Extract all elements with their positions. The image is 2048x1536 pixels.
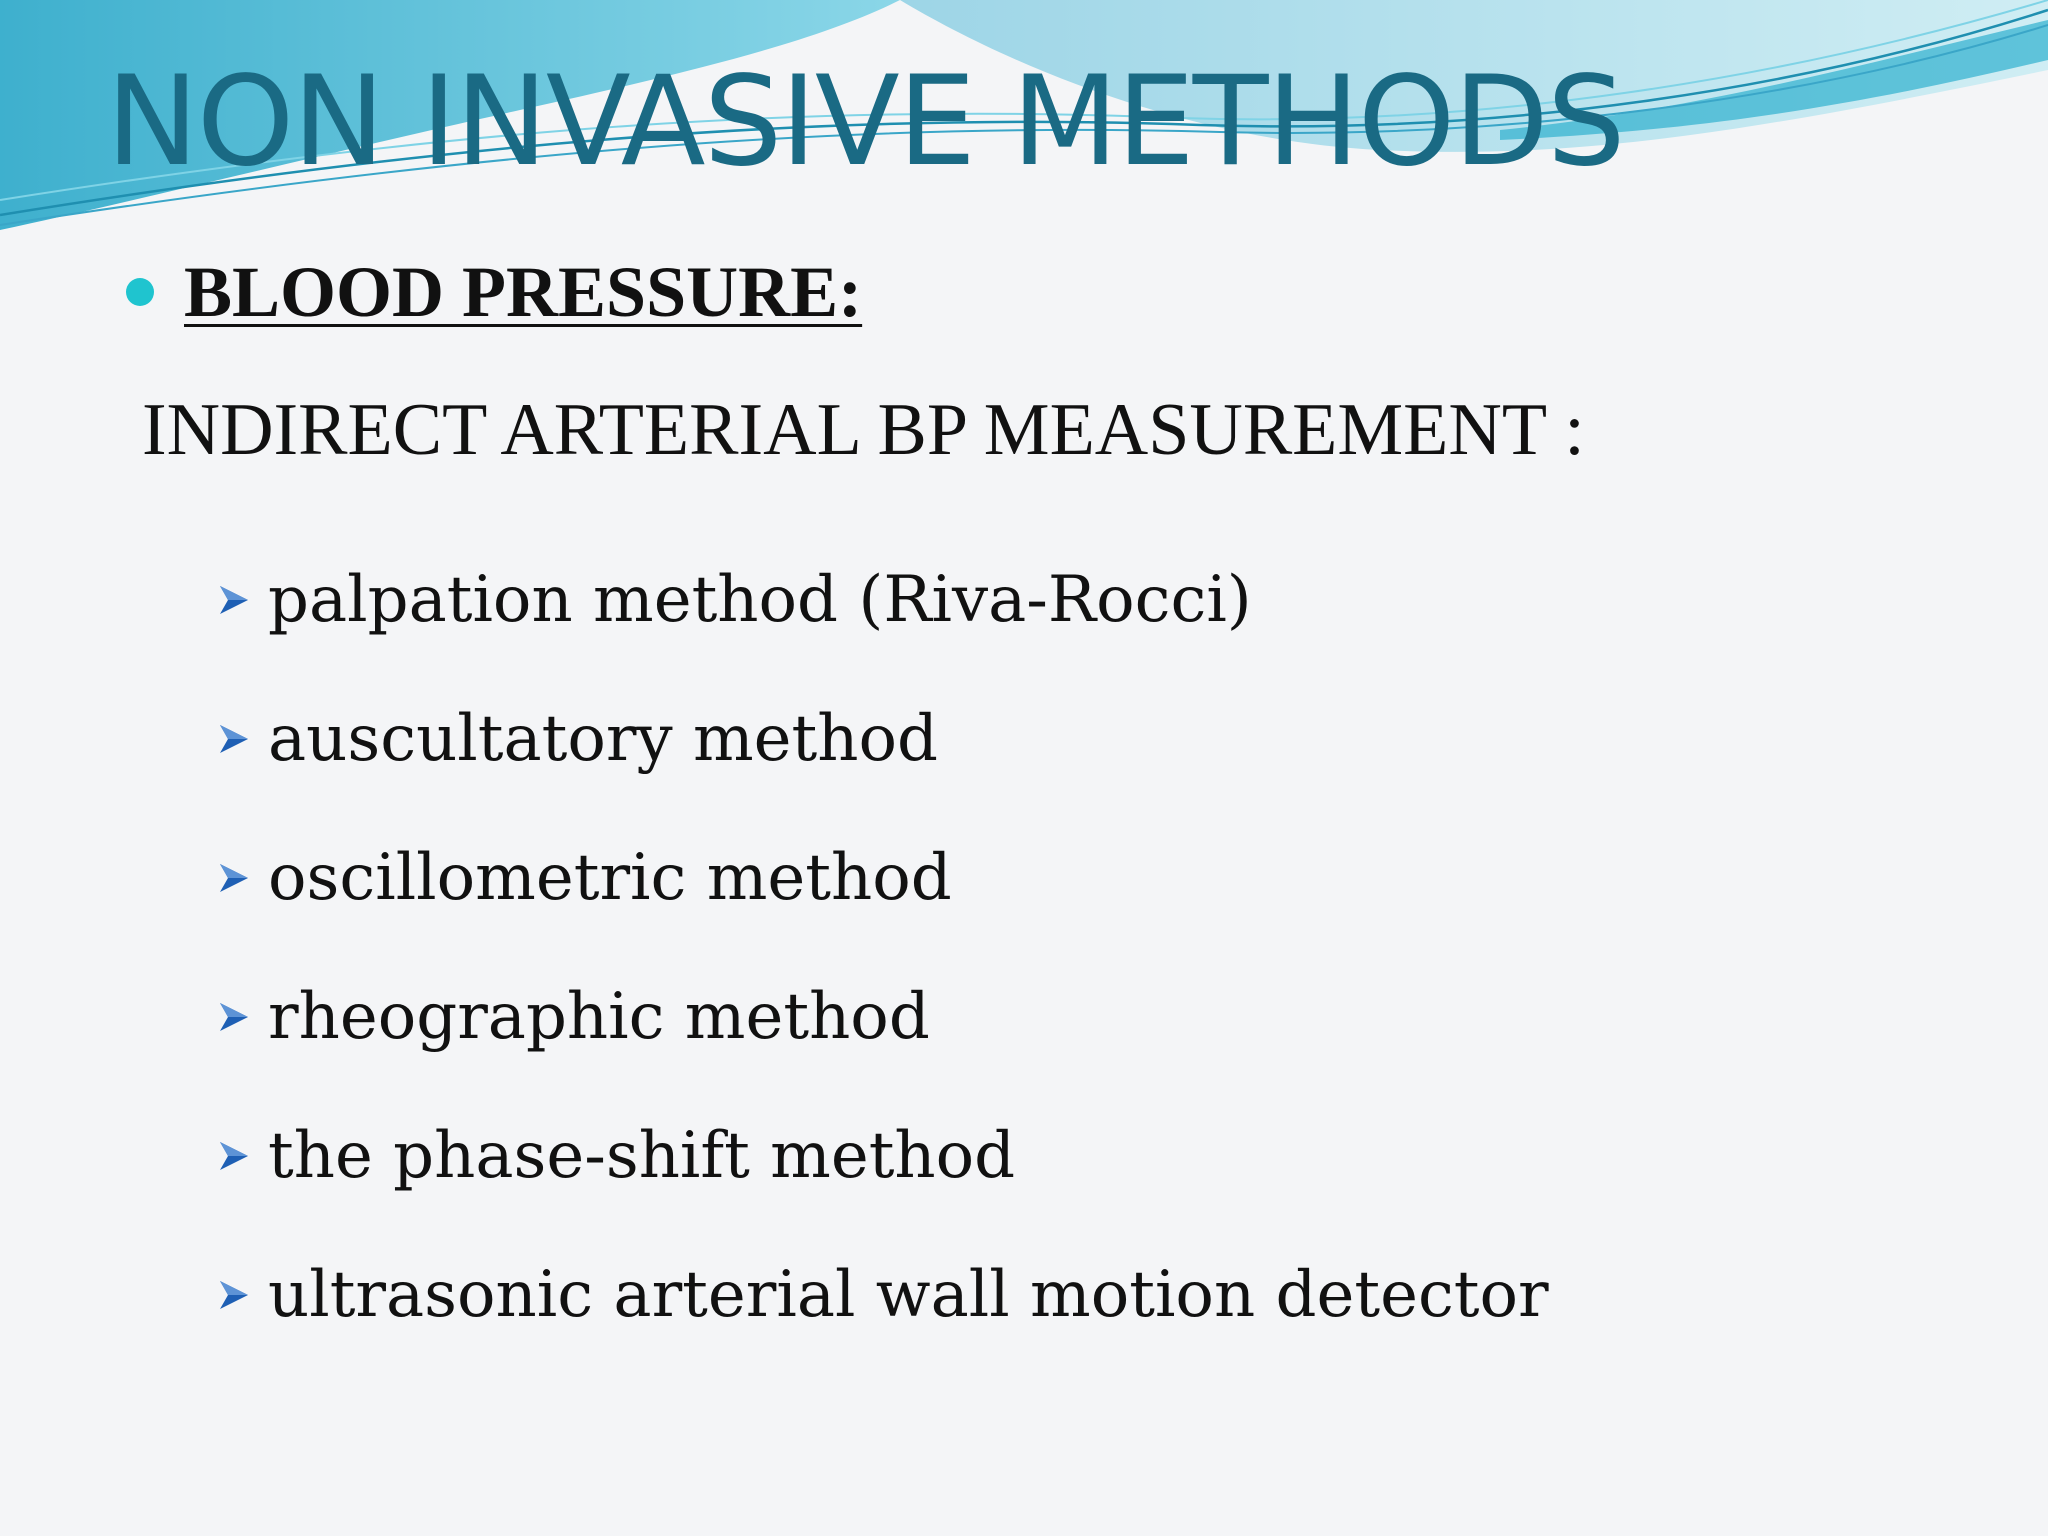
arrow-bullet-icon [214,719,254,759]
list-item [214,1086,1549,1225]
section-heading: BLOOD PRESSURE: [184,251,863,332]
section-row [126,252,862,332]
slide-title: NON INVASIVE METHODS [106,50,1624,194]
list-item [214,808,1549,947]
list-item [214,1225,1549,1364]
arrow-bullet-icon [214,858,254,898]
method-text: oscillometric method [268,840,952,915]
list-item [214,669,1549,808]
method-text: auscultatory method [268,701,938,776]
method-text: palpation method (Riva-Rocci) [268,562,1252,637]
arrow-bullet-icon [214,580,254,620]
round-bullet-icon [126,278,154,306]
list-item [214,530,1549,669]
subheading: INDIRECT ARTERIAL BP MEASUREMENT : [142,389,1585,471]
method-text: the phase-shift method [268,1118,1016,1193]
method-text: rheographic method [268,979,930,1054]
method-list [214,530,1549,1364]
arrow-bullet-icon [214,997,254,1037]
method-text: ultrasonic arterial wall motion detector [268,1257,1549,1332]
arrow-bullet-icon [214,1275,254,1315]
list-item [214,947,1549,1086]
arrow-bullet-icon [214,1136,254,1176]
